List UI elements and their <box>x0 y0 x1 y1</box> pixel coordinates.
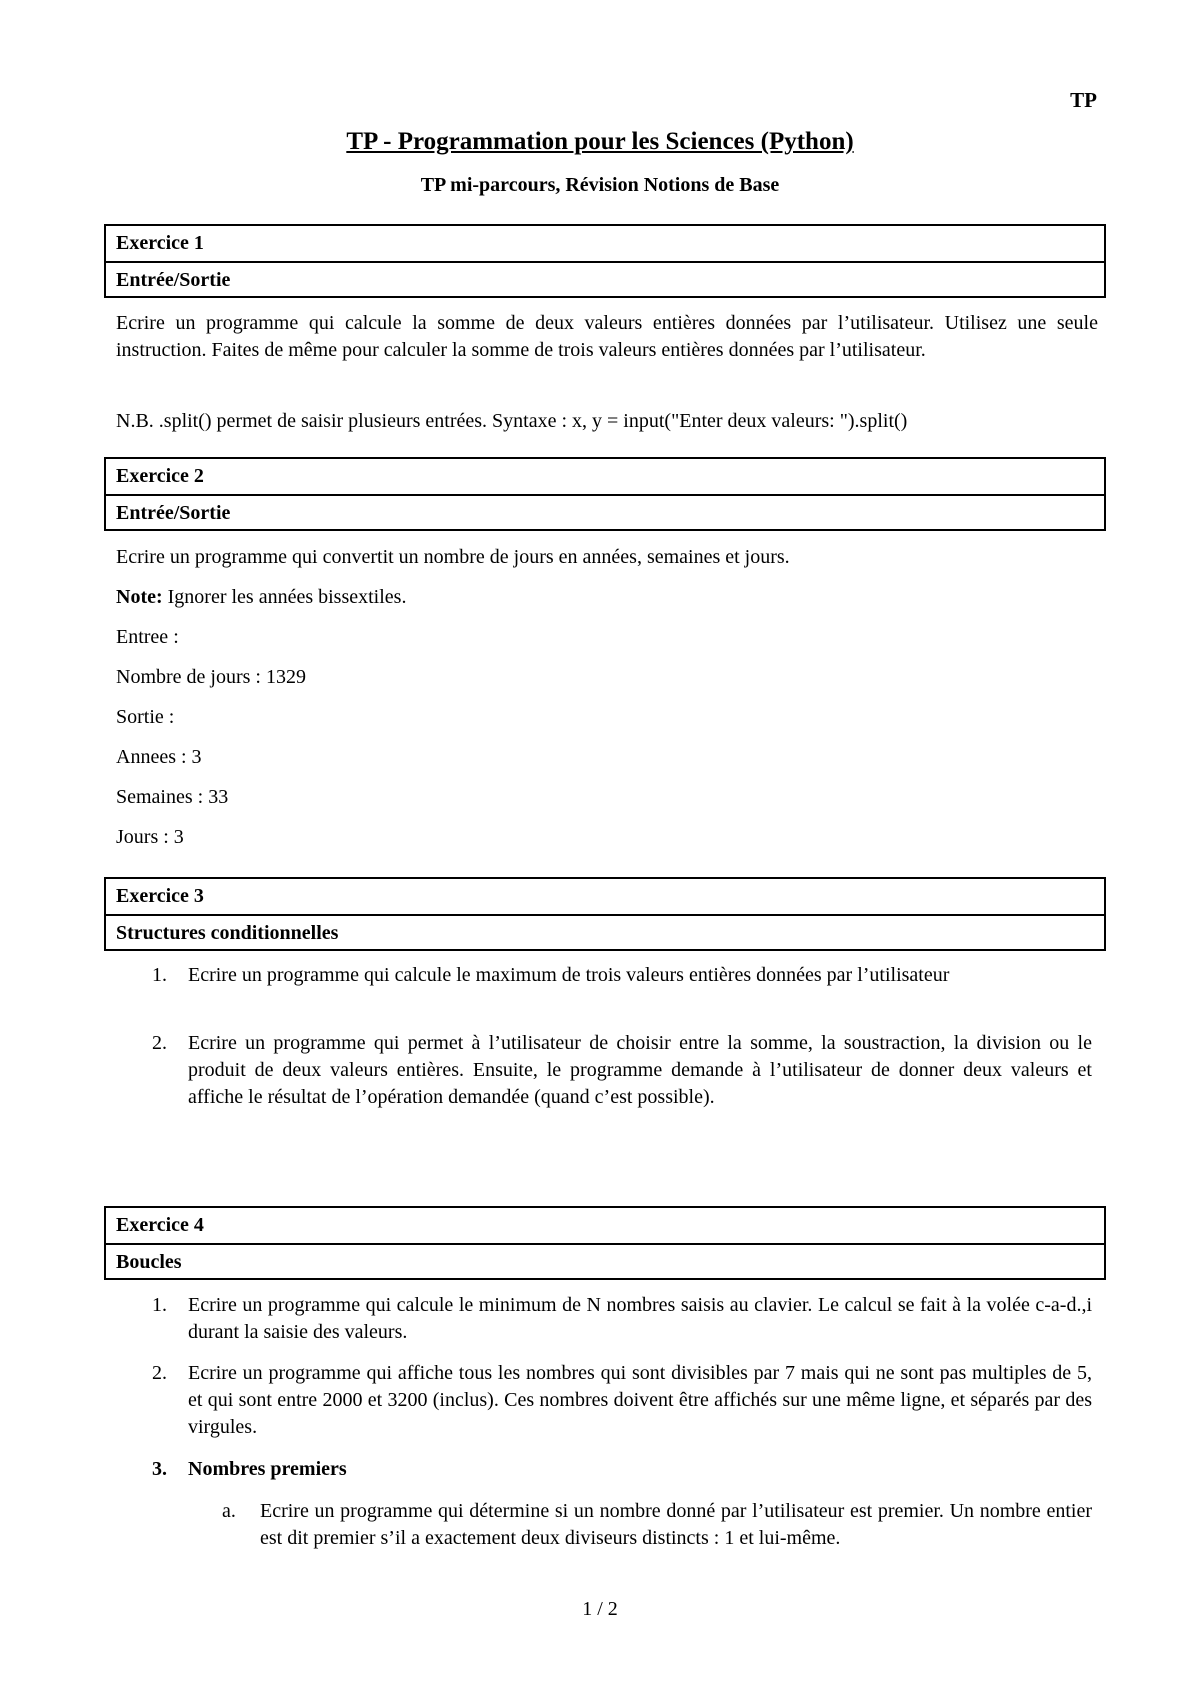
exercise-2-topic: Entrée/Sortie <box>106 494 1104 529</box>
exercise-1-box <box>104 224 1106 298</box>
page-number: 1 / 2 <box>582 1598 618 1620</box>
exercise-2-box <box>104 457 1106 531</box>
list-item: Ecrire un programme qui calcule le maximum de trois valeurs entières données par l’utilisateur <box>188 964 950 986</box>
exercise-1-topic: Entrée/Sortie <box>106 261 1104 296</box>
exercise-4-title: Exercice 4 <box>116 1214 204 1236</box>
list-number: 1. <box>152 1294 167 1316</box>
list-number: 3. <box>152 1458 167 1480</box>
list-number: 1. <box>152 964 167 986</box>
list-item: Ecrire un programme qui affiche tous les nombres qui sont divisibles par 7 mais qui ne sont pas multiples de 5, et qui sont entre 2000 et 3200 (inclus). Ces nombres doivent être affichés sur une même ligne, et séparés par des virgules. <box>188 1362 1092 1438</box>
note-label: Note: <box>116 586 163 608</box>
list-number: 2. <box>152 1362 167 1384</box>
exercise-3-topic: Structures conditionnelles <box>106 914 1104 949</box>
exercise-1-text: Ecrire un programme qui calcule la somme de deux valeurs entières données par l’utilisateur. Utilisez une seule instruction. Faites de même pour calculer la somme de trois valeurs entières données par l’utilisateur. <box>116 312 1098 361</box>
note-text: Ignorer les années bissextiles. <box>162 586 407 608</box>
list-number: 2. <box>152 1032 167 1054</box>
exercise-2-line: Entree : <box>116 626 179 648</box>
exercise-2-line: Semaines : 33 <box>116 786 229 808</box>
exercise-2-line: Annees : 3 <box>116 746 202 768</box>
exercise-2-text: Ecrire un programme qui convertit un nombre de jours en années, semaines et jours. <box>116 546 790 568</box>
sublist-item: Ecrire un programme qui détermine si un nombre donné par l’utilisateur est premier. Un nombre entier est dit premier s’il a exactement deux diviseurs distincts : 1 et lui-même. <box>260 1500 1092 1549</box>
exercise-1-title: Exercice 1 <box>116 232 204 254</box>
exercise-2-title: Exercice 2 <box>116 465 204 487</box>
list-item-heading: Nombres premiers <box>188 1458 347 1480</box>
exercise-1-note: N.B. .split() permet de saisir plusieurs entrées. Syntaxe : x, y = input("Enter deux valeurs: ").split() <box>116 410 908 432</box>
list-item: Ecrire un programme qui calcule le minimum de N nombres saisis au clavier. Le calcul se fait à la volée c-a-d.,i durant la saisie des valeurs. <box>188 1294 1092 1343</box>
page-title: TP - Programmation pour les Sciences (Python) <box>346 128 854 155</box>
page-subtitle: TP mi-parcours, Révision Notions de Base <box>420 174 780 196</box>
sublist-letter: a. <box>222 1500 236 1522</box>
exercise-2-line: Nombre de jours : 1329 <box>116 666 306 688</box>
exercise-3-title: Exercice 3 <box>116 885 204 907</box>
exercise-2-line: Sortie : <box>116 706 175 728</box>
exercise-3-box <box>104 877 1106 951</box>
exercise-4-topic: Boucles <box>106 1243 1104 1278</box>
header-tag: TP <box>1070 88 1097 112</box>
exercise-2-line: Jours : 3 <box>116 826 184 848</box>
list-item: Ecrire un programme qui permet à l’utilisateur de choisir entre la somme, la soustraction, la division ou le produit de deux valeurs entières. Ensuite, le programme demande à l’utilisateur de donner deux valeurs et affiche le résultat de l’opération demandée (quand c’est possible). <box>188 1032 1092 1108</box>
exercise-4-box <box>104 1206 1106 1280</box>
exercise-2-note <box>116 584 406 611</box>
